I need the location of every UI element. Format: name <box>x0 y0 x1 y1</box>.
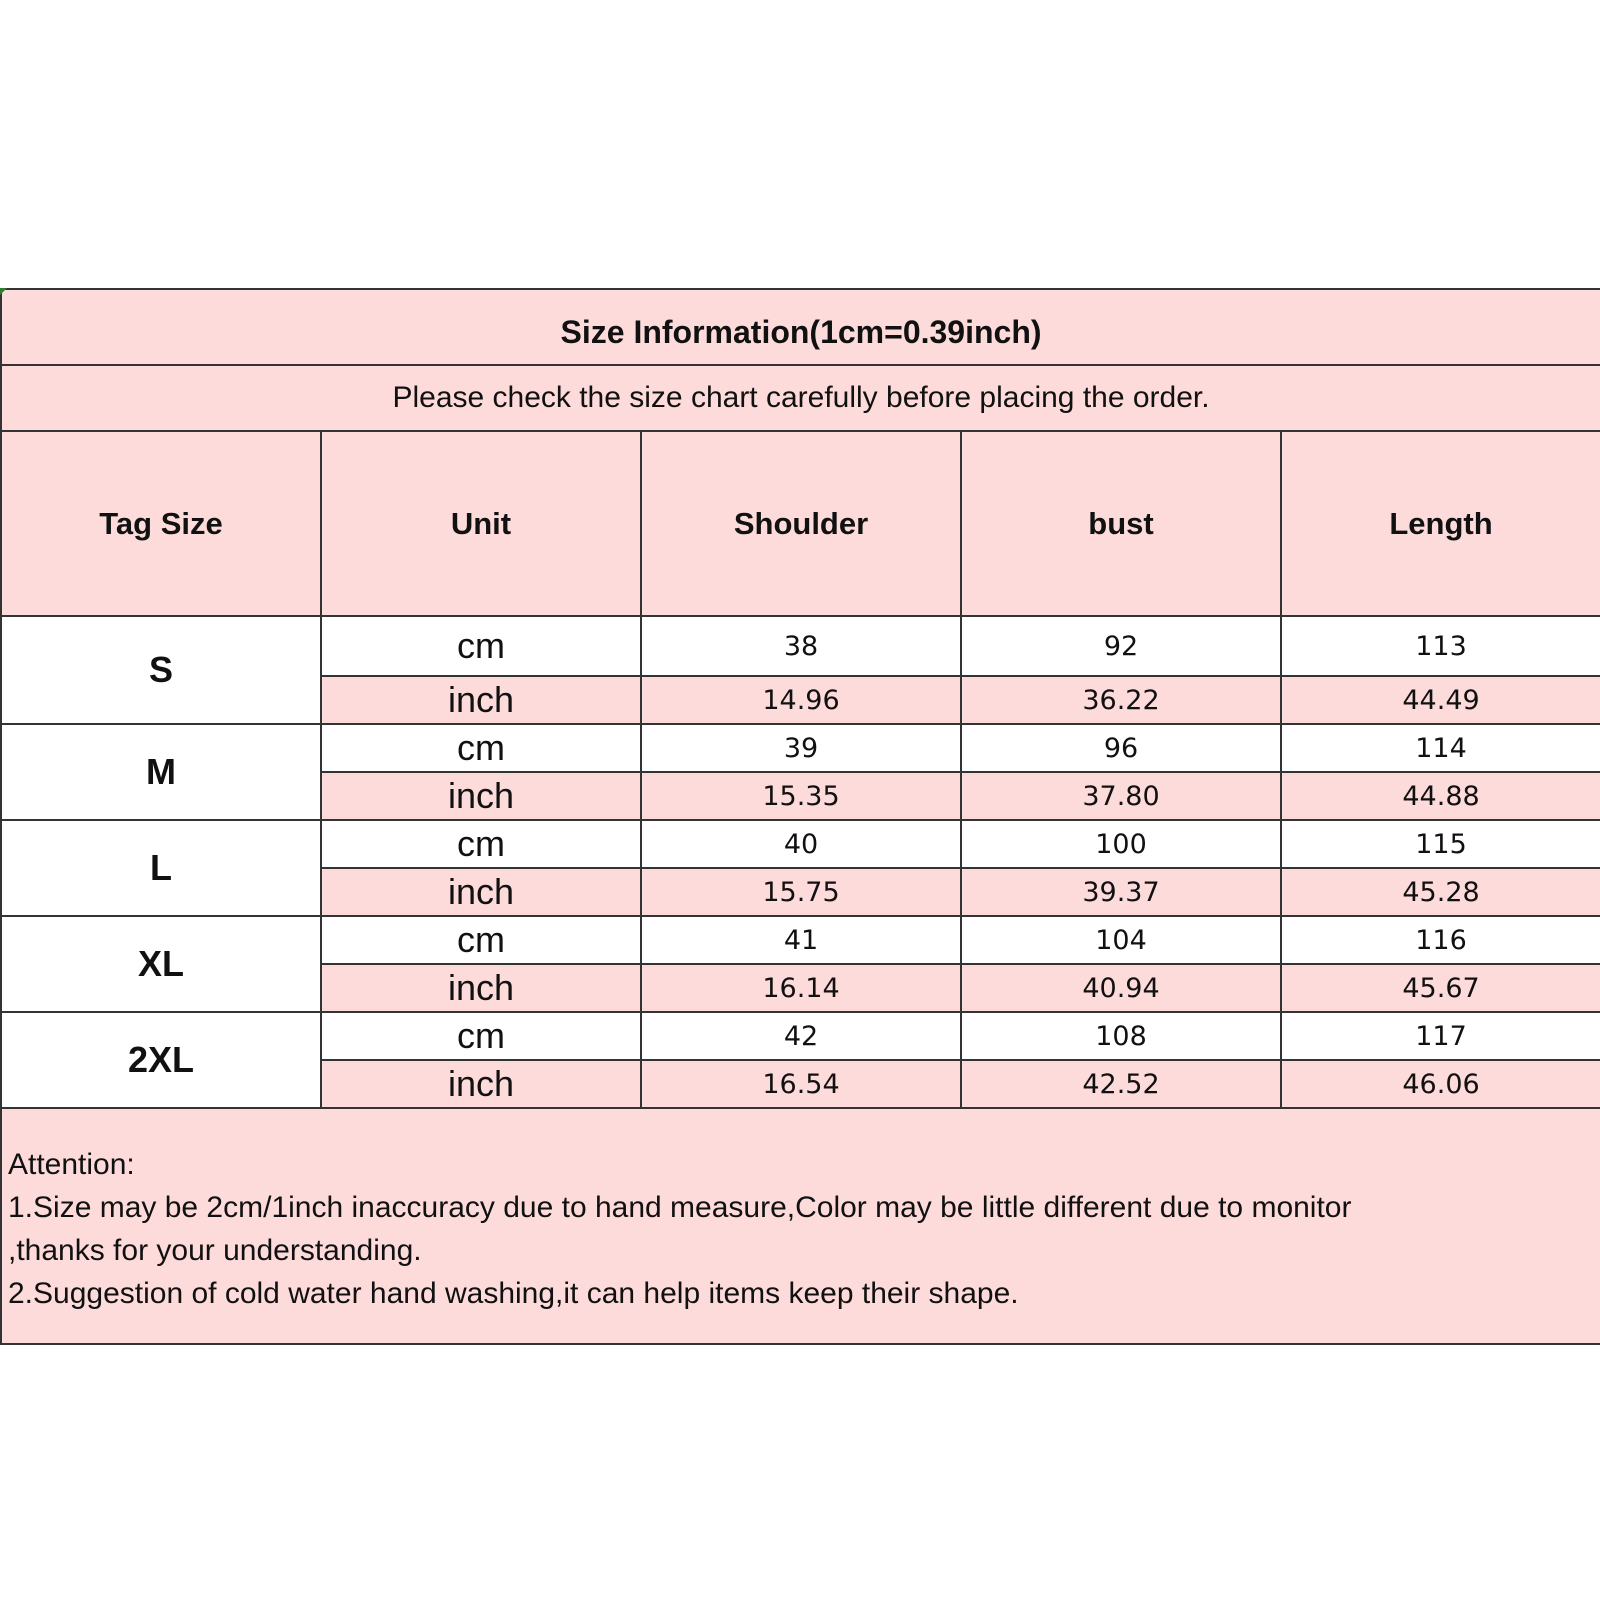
shoulder-value: 39 <box>641 724 961 772</box>
corner-mark <box>0 288 7 295</box>
tag-size-cell: XL <box>1 916 321 1012</box>
header-tag-size: Tag Size <box>1 431 321 616</box>
table-row <box>1 1012 1600 1060</box>
attention-heading: Attention: <box>8 1148 135 1181</box>
tag-size-cell: S <box>1 616 321 724</box>
attention-line: 2.Suggestion of cold water hand washing,it can help items keep their shape. <box>8 1277 1019 1310</box>
header-unit: Unit <box>321 431 641 616</box>
shoulder-value: 14.96 <box>641 676 961 724</box>
attention-line: 1.Size may be 2cm/1inch inaccuracy due to hand measure,Color may be little different due to monitor <box>8 1191 1352 1224</box>
bust-value: 108 <box>961 1012 1281 1060</box>
shoulder-value: 16.14 <box>641 964 961 1012</box>
unit-cell: cm <box>321 820 641 868</box>
bust-value: 36.22 <box>961 676 1281 724</box>
table-row <box>1 724 1600 772</box>
bust-value: 39.37 <box>961 868 1281 916</box>
length-value: 117 <box>1281 1012 1600 1060</box>
shoulder-value: 40 <box>641 820 961 868</box>
unit-cell: cm <box>321 724 641 772</box>
shoulder-value: 38 <box>641 616 961 676</box>
bust-value: 96 <box>961 724 1281 772</box>
table-row <box>1 616 1600 676</box>
bust-value: 42.52 <box>961 1060 1281 1108</box>
shoulder-value: 15.75 <box>641 868 961 916</box>
shoulder-value: 42 <box>641 1012 961 1060</box>
subtitle-row <box>1 365 1600 431</box>
length-value: 45.28 <box>1281 868 1600 916</box>
length-value: 46.06 <box>1281 1060 1600 1108</box>
attention-line: ,thanks for your understanding. <box>8 1234 422 1267</box>
length-value: 114 <box>1281 724 1600 772</box>
table-row <box>1 820 1600 868</box>
size-chart-table <box>0 288 1600 1345</box>
size-chart-sheet <box>0 288 1600 1345</box>
bust-value: 37.80 <box>961 772 1281 820</box>
bust-value: 100 <box>961 820 1281 868</box>
table-row <box>1 916 1600 964</box>
tag-size-cell: 2XL <box>1 1012 321 1108</box>
title-row <box>1 289 1600 365</box>
header-shoulder: Shoulder <box>641 431 961 616</box>
unit-cell: cm <box>321 916 641 964</box>
unit-cell: cm <box>321 1012 641 1060</box>
unit-cell: inch <box>321 1060 641 1108</box>
shoulder-value: 15.35 <box>641 772 961 820</box>
tag-size-cell: M <box>1 724 321 820</box>
header-row <box>1 431 1600 616</box>
length-value: 115 <box>1281 820 1600 868</box>
tag-size-cell: L <box>1 820 321 916</box>
shoulder-value: 41 <box>641 916 961 964</box>
chart-subtitle: Please check the size chart carefully before placing the order. <box>1 365 1600 431</box>
unit-cell: cm <box>321 616 641 676</box>
chart-title: Size Information(1cm=0.39inch) <box>1 289 1600 365</box>
attention-notes <box>1 1108 1600 1344</box>
unit-cell: inch <box>321 964 641 1012</box>
unit-cell: inch <box>321 676 641 724</box>
shoulder-value: 16.54 <box>641 1060 961 1108</box>
bust-value: 104 <box>961 916 1281 964</box>
unit-cell: inch <box>321 868 641 916</box>
length-value: 116 <box>1281 916 1600 964</box>
header-length: Length <box>1281 431 1600 616</box>
bust-value: 40.94 <box>961 964 1281 1012</box>
length-value: 44.49 <box>1281 676 1600 724</box>
unit-cell: inch <box>321 772 641 820</box>
attention-row <box>1 1108 1600 1344</box>
length-value: 44.88 <box>1281 772 1600 820</box>
length-value: 45.67 <box>1281 964 1600 1012</box>
bust-value: 92 <box>961 616 1281 676</box>
length-value: 113 <box>1281 616 1600 676</box>
header-bust: bust <box>961 431 1281 616</box>
